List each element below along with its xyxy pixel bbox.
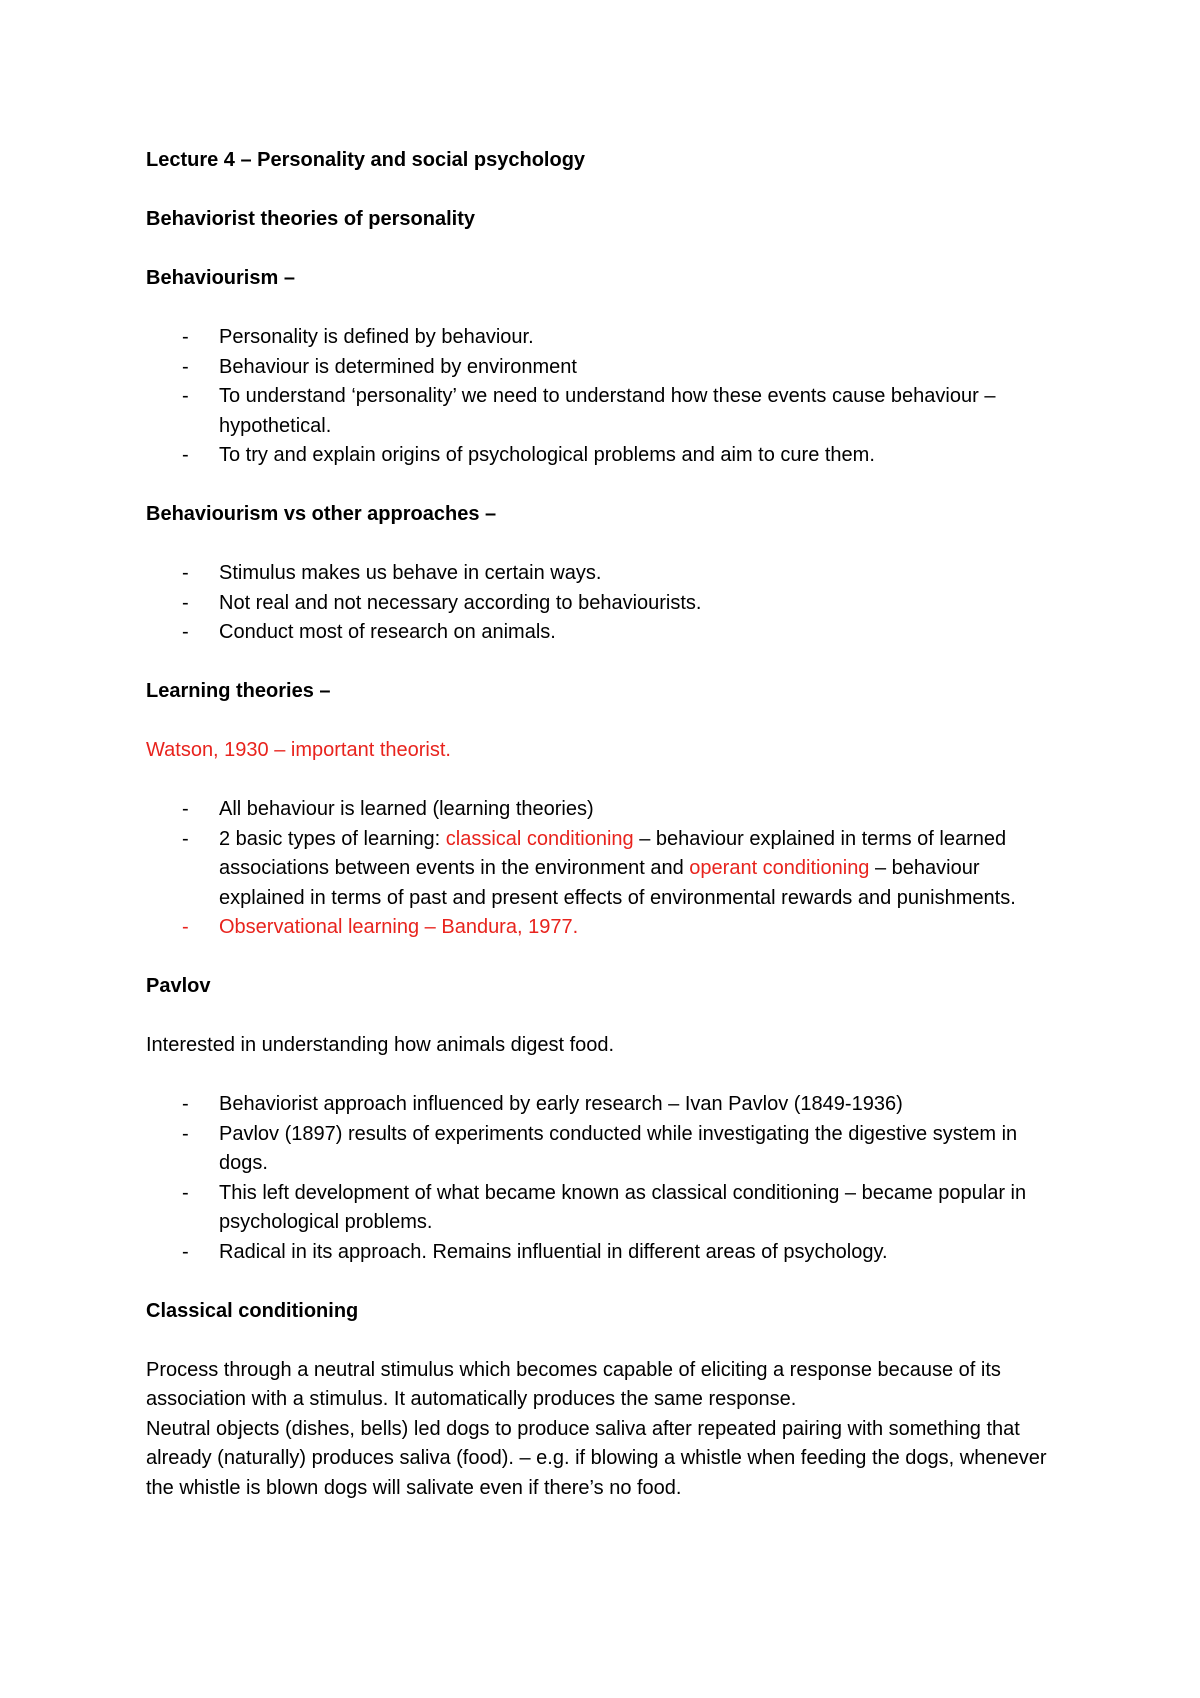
pavlov-list	[146, 1090, 1066, 1267]
dash-bullet: -	[182, 591, 189, 614]
dash-bullet: -	[182, 916, 189, 938]
dash-bullet: -	[182, 562, 189, 584]
text-run: – behaviour explained in terms of learned associations between events in the environment and	[219, 827, 1007, 879]
dash-bullet: -	[182, 1240, 189, 1263]
list-item	[146, 1090, 1066, 1120]
list-item-text: Stimulus makes us behave in certain ways.	[219, 562, 602, 584]
dash-bullet: -	[182, 326, 189, 348]
behaviourism-heading: Behaviourism –	[146, 267, 295, 289]
paragraph: Process through a neutral stimulus which becomes capable of eliciting a response because of its association with a stimulus. It automatically produces the same response.	[146, 1358, 1001, 1410]
list-item-text: To try and explain origins of psychological problems and aim to cure them.	[219, 444, 875, 466]
observational-learning-term: Observational learning – Bandura, 1977.	[219, 916, 579, 938]
operant-conditioning-term: operant conditioning	[689, 857, 870, 879]
behaviourism-list	[146, 323, 1066, 471]
watson-note: Watson, 1930 – important theorist.	[146, 739, 451, 761]
list-item-text: Not real and not necessary according to behaviourists.	[219, 591, 702, 614]
dash-bullet: -	[182, 355, 189, 378]
dash-bullet: -	[182, 385, 189, 407]
dash-bullet: -	[182, 444, 189, 466]
list-item	[146, 559, 1066, 589]
learning-theories-list	[146, 795, 1066, 943]
pavlov-heading: Pavlov	[146, 975, 211, 997]
classical-conditioning-body	[146, 1356, 1066, 1504]
learning-theories-heading: Learning theories –	[146, 680, 331, 702]
list-item-text: Conduct most of research on animals.	[219, 621, 556, 643]
list-item	[146, 913, 1066, 943]
section-heading-behaviorist: Behaviorist theories of personality	[146, 208, 475, 230]
list-item-text	[219, 828, 1016, 909]
list-item	[146, 323, 1066, 353]
text-run: – behaviour explained in terms of past and present effects of environmental rewards and punishments.	[219, 857, 1016, 909]
lecture-title: Lecture 4 – Personality and social psychology	[146, 149, 586, 171]
list-item-text: Behaviorist approach influenced by early research – Ivan Pavlov (1849-1936)	[219, 1093, 903, 1115]
list-item-text: This left development of what became known as classical conditioning – became popular in psychological problems.	[219, 1181, 1027, 1233]
list-item-text: Pavlov (1897) results of experiments conducted while investigating the digestive system in dogs.	[219, 1122, 1018, 1174]
vs-other-approaches-heading: Behaviourism vs other approaches –	[146, 503, 497, 525]
paragraph: Neutral objects (dishes, bells) led dogs to produce saliva after repeated pairing with something that already (naturally) produces saliva (food). – e.g. if blowing a whistle when feeding the dogs, whenever the whistle is blown dogs will salivate even if there’s no food.	[146, 1417, 1047, 1499]
dash-bullet: -	[182, 1093, 189, 1115]
list-item-text: To understand ‘personality’ we need to understand how these events cause behaviour – hypothetical.	[219, 385, 996, 437]
dash-bullet: -	[182, 1122, 189, 1145]
list-item	[146, 589, 1066, 619]
vs-other-approaches-list	[146, 559, 1066, 648]
document-page	[146, 146, 1066, 1503]
text-run: 2 basic types of learning:	[219, 827, 446, 850]
pavlov-intro: Interested in understanding how animals digest food.	[146, 1034, 615, 1056]
list-item	[146, 825, 1066, 914]
dash-bullet: -	[182, 798, 189, 820]
list-item	[146, 1179, 1066, 1238]
list-item-text: All behaviour is learned (learning theories)	[219, 798, 594, 820]
list-item	[146, 795, 1066, 825]
list-item-text: Personality is defined by behaviour.	[219, 326, 534, 348]
dash-bullet: -	[182, 827, 189, 850]
classical-conditioning-term: classical conditioning	[445, 827, 634, 850]
list-item	[146, 1120, 1066, 1179]
list-item	[146, 441, 1066, 471]
list-item	[146, 1238, 1066, 1268]
dash-bullet: -	[182, 1181, 189, 1204]
dash-bullet: -	[182, 621, 189, 643]
list-item	[146, 353, 1066, 383]
list-item-text: Radical in its approach. Remains influential in different areas of psychology.	[219, 1240, 888, 1263]
list-item	[146, 382, 1066, 441]
list-item	[146, 618, 1066, 648]
classical-conditioning-heading: Classical conditioning	[146, 1299, 359, 1322]
list-item-text: Behaviour is determined by environment	[219, 355, 577, 378]
